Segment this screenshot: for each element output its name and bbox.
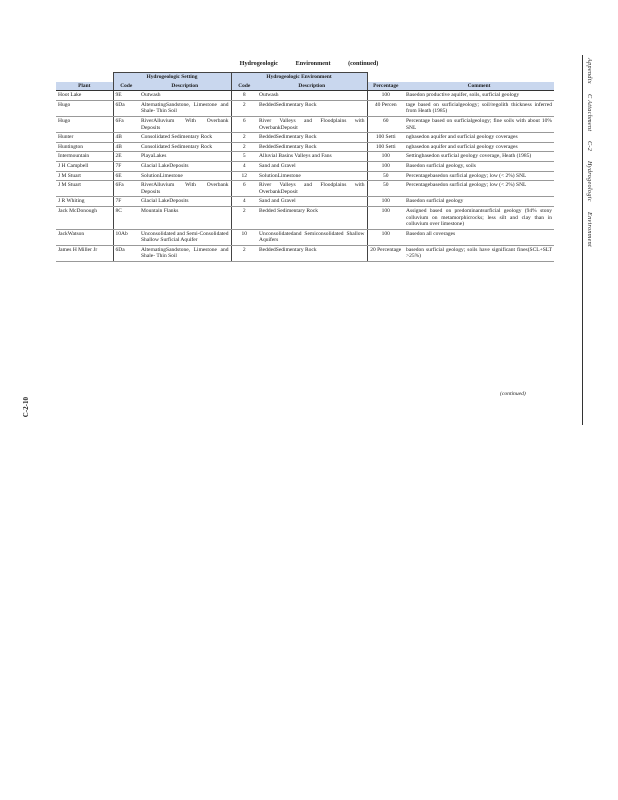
percentage-cell: 40 Percen [367,100,404,116]
setting-description-cell: Glacial LakeDeposits [139,197,231,207]
setting-code-cell: 6Fa [113,181,139,197]
setting-code-cell: 7F [113,161,139,171]
title-part: (continued) [348,60,379,67]
environment-description-cell: BeddedSedimentary Rock [257,133,367,143]
environment-description-cell: Sand and Gravel [257,197,367,207]
environment-description-cell: River Valleys and Floodplains with OverbankDeposit [257,181,367,197]
side-running-header [586,58,593,255]
side-part: C-2 [586,140,593,152]
setting-code-cell: 7F [113,197,139,207]
environment-code-cell: 2 [231,245,257,261]
setting-code-cell: 4B [113,133,139,143]
plant-cell: J H Campbell [56,161,113,171]
environment-description-cell: Outwash [257,91,367,101]
environment-code-cell: 2 [231,142,257,152]
environment-code-cell: 5 [231,152,257,162]
table-row [56,133,554,143]
comment-cell: ngbasedon aquifer and surficial geology coverages [404,142,554,152]
side-part: C Attachment [586,93,593,131]
table-row [56,100,554,116]
table-row [56,245,554,261]
environment-description-cell: Bedded Sedimentary Rock [257,206,367,229]
setting-code-cell: 6Da [113,100,139,116]
environment-description-cell: Unconsolidatedand Semiconsolidated Shallow Aquifers [257,229,367,245]
hydrogeologic-table [56,72,554,262]
percentage-cell: 50 [367,171,404,181]
setting-code-cell: 6Da [113,245,139,261]
environment-code-cell: 2 [231,100,257,116]
environment-description-cell: BeddedSedimentary Rock [257,245,367,261]
side-part: Appendix [586,58,593,84]
comment-cell: Assigned based on predominantsurficial geology (94% stony colluvium on metamorphicrocks; less silt and clay than in colluvium over limestone) [404,206,554,229]
environment-description-cell: SolutionLimestone [257,171,367,181]
col-header-code: Code [231,82,257,91]
setting-code-cell: 10Ab [113,229,139,245]
comment-cell: Settingbasedon surficial geology coverage, Heath (1985) [404,152,554,162]
environment-code-cell: 4 [231,197,257,207]
setting-description-cell: Glacial LakeDeposits [139,161,231,171]
percentage-cell: 100 [367,206,404,229]
plant-cell: J R Whiting [56,197,113,207]
comment-cell: tage based on surficialgeology; soil/regolith thickness inferred from Heath (1985) [404,100,554,116]
environment-description-cell: BeddedSedimentary Rock [257,100,367,116]
group-header-environment: Hydrogeologic Environment [231,73,367,82]
table-body [56,91,554,262]
setting-description-cell: Consolidated Sedimentary Rock [139,142,231,152]
setting-description-cell: RiverAlluvium With Overbank Deposits [139,181,231,197]
comment-cell: Percentage based on surficialgeology; fine soils with about 10% SNL [404,116,554,132]
plant-cell: Intermountain [56,152,113,162]
comment-cell: Basedon surficial geology, soils [404,161,554,171]
col-header-percentage: Percentage [367,82,404,91]
group-header-setting: Hydrogeologic Setting [113,73,231,82]
comment-cell: Basedon surficial geology [404,197,554,207]
col-header-plant: Plant [56,82,113,91]
table-row [56,181,554,197]
table-row [56,206,554,229]
setting-code-cell: 4B [113,142,139,152]
plant-cell: Hunter [56,133,113,143]
comment-cell: Percentagebasedon surficial geology; low (< 2%) SNL [404,181,554,197]
col-header-code: Code [113,82,139,91]
page-title [0,60,618,67]
setting-description-cell: PlayaLakes [139,152,231,162]
table-row [56,229,554,245]
table-row [56,142,554,152]
table-row [56,116,554,132]
plant-cell: Hugo [56,116,113,132]
comment-cell: Percentagebasedon surficial geology; low (< 2%) SNL [404,171,554,181]
setting-code-cell: 6Fa [113,116,139,132]
environment-code-cell: 10 [231,229,257,245]
setting-code-cell: 9E [113,91,139,101]
percentage-cell: 100 [367,229,404,245]
comment-cell: ngbasedon aquifer and surficial geology coverages [404,133,554,143]
setting-description-cell: Unconsolidated and Semi-Consolidated Shallow Surficial Aquifer [139,229,231,245]
table-row [56,171,554,181]
percentage-cell: 100 Setti [367,142,404,152]
setting-description-cell: AlternatingSandstone, Limestone and Shale- Thin Soil [139,100,231,116]
percentage-cell: 60 [367,116,404,132]
plant-cell: Hugo [56,100,113,116]
setting-description-cell: SolutionLimestone [139,171,231,181]
setting-description-cell: RiverAlluvium With Overbank Deposits [139,116,231,132]
side-rule [582,55,583,425]
percentage-cell: 100 [367,91,404,101]
side-part: Hydrogeologic [586,160,593,202]
plant-cell: Huntington [56,142,113,152]
environment-code-cell: 2 [231,133,257,143]
setting-code-cell: 6E [113,171,139,181]
percentage-cell: 100 [367,161,404,171]
environment-code-cell: 12 [231,171,257,181]
col-header-description: Description [139,82,231,91]
environment-code-cell: 6 [231,181,257,197]
table-row [56,152,554,162]
setting-description-cell: Outwash [139,91,231,101]
percentage-cell: 100 Setti [367,133,404,143]
environment-code-cell: 2 [231,206,257,229]
continued-note: (continued) [500,391,526,397]
environment-code-cell: 4 [231,161,257,171]
title-part: Environment [295,60,331,67]
table-row [56,197,554,207]
environment-code-cell: 8 [231,91,257,101]
plant-cell: J M Stuart [56,181,113,197]
header-blank [56,73,113,82]
comment-cell: Basedon productive aquifer, soils, surficial geology [404,91,554,101]
plant-cell: JackWatson [56,229,113,245]
percentage-cell: 50 [367,181,404,197]
plant-cell: James H Miller Jr [56,245,113,261]
header-blank [404,73,554,82]
table-row [56,91,554,101]
plant-cell: J M Stuart [56,171,113,181]
setting-code-cell: 2E [113,152,139,162]
header-blank [367,73,404,82]
plant-cell: Jack McDonough [56,206,113,229]
percentage-cell: 100 [367,197,404,207]
title-part: Hydrogeologic [239,60,279,67]
comment-cell: Basedon all coverages [404,229,554,245]
environment-description-cell: Alluvial Basins Valleys and Fans [257,152,367,162]
percentage-cell: 20 Percentage [367,245,404,261]
environment-description-cell: River Valleys and Floodplains with OverbankDeposit [257,116,367,132]
environment-description-cell: BeddedSedimentary Rock [257,142,367,152]
col-header-description: Description [257,82,367,91]
environment-description-cell: Sand and Gravel [257,161,367,171]
setting-description-cell: Mountain Flanks [139,206,231,229]
environment-code-cell: 6 [231,116,257,132]
setting-code-cell: 8C [113,206,139,229]
col-header-comment: Comment [404,82,554,91]
percentage-cell: 100 [367,152,404,162]
comment-cell: basedon surficial geology; soils have significant fines(SCL+SLT >25%) [404,245,554,261]
setting-description-cell: AlternatingSandstone, Limestone and Shale- Thin Soil [139,245,231,261]
page-number: C-2-10 [22,397,30,418]
setting-description-cell: Consolidated Sedimentary Rock [139,133,231,143]
table-row [56,161,554,171]
plant-cell: Hoot Lake [56,91,113,101]
side-part: Environment [586,211,593,247]
